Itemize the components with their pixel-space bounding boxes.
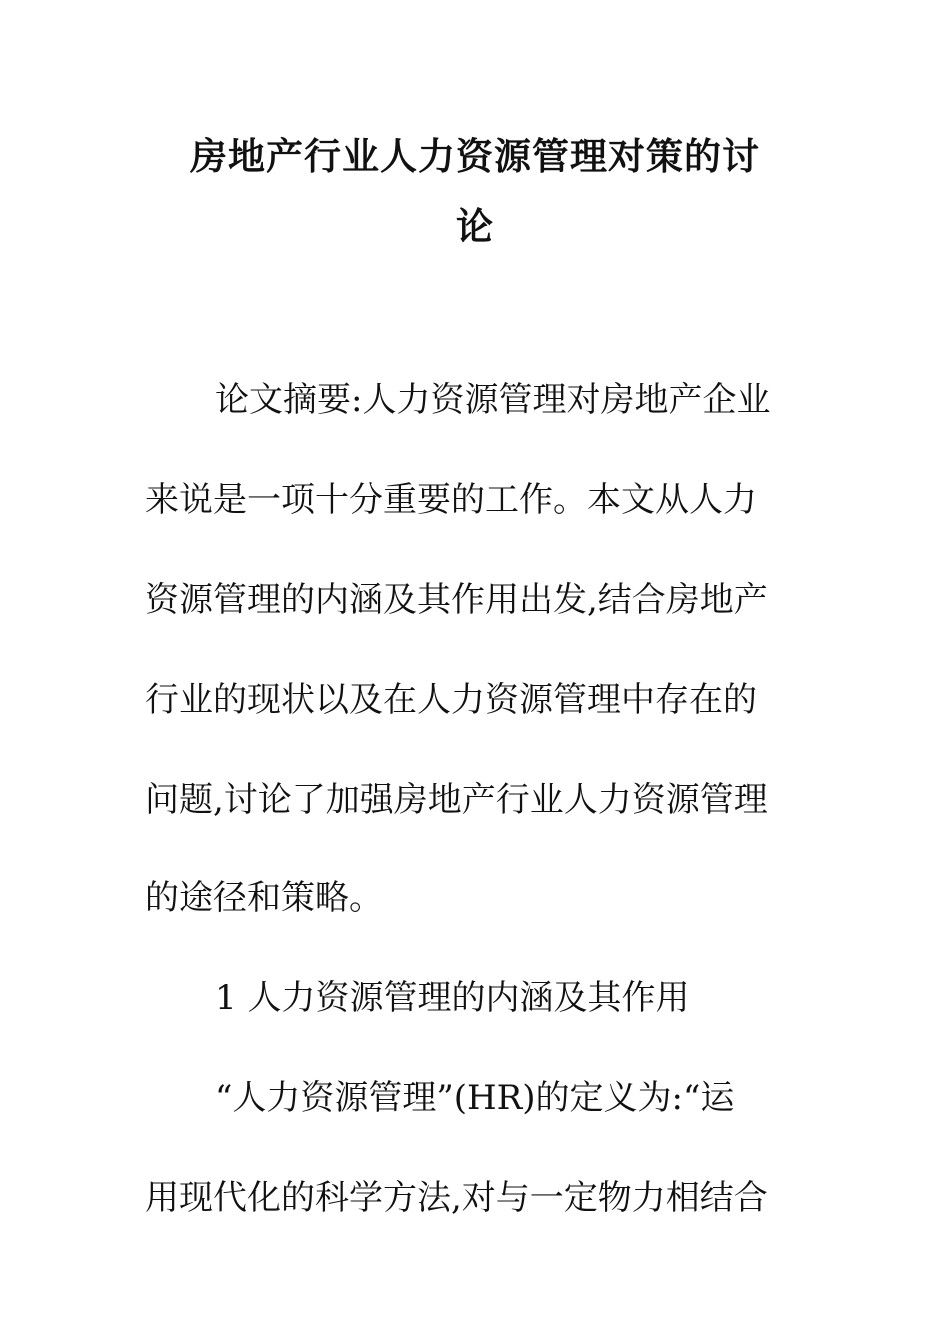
abstract-line-4: 行业的现状以及在人力资源管理中存在的	[145, 680, 757, 720]
section-heading-1: 1 人力资源管理的内涵及其作用	[215, 978, 690, 1018]
abstract-line-3: 资源管理的内涵及其作用出发,结合房地产	[145, 580, 768, 620]
abstract-line-6: 的途径和策略。	[145, 878, 383, 918]
document-title-line-1: 房地产行业人力资源管理对策的讨	[190, 135, 760, 178]
abstract-line-2: 来说是一项十分重要的工作。本文从人力	[145, 480, 757, 520]
body-line-2: 用现代化的科学方法,对与一定物力相结合	[145, 1178, 768, 1218]
abstract-line-5: 问题,讨论了加强房地产行业人力资源管理	[145, 780, 768, 820]
abstract-line-1: 论文摘要:人力资源管理对房地产企业	[215, 380, 771, 420]
body-line-1: “人力资源管理”(HR)的定义为:“运	[215, 1078, 735, 1118]
document-title-line-2: 论	[456, 205, 494, 248]
